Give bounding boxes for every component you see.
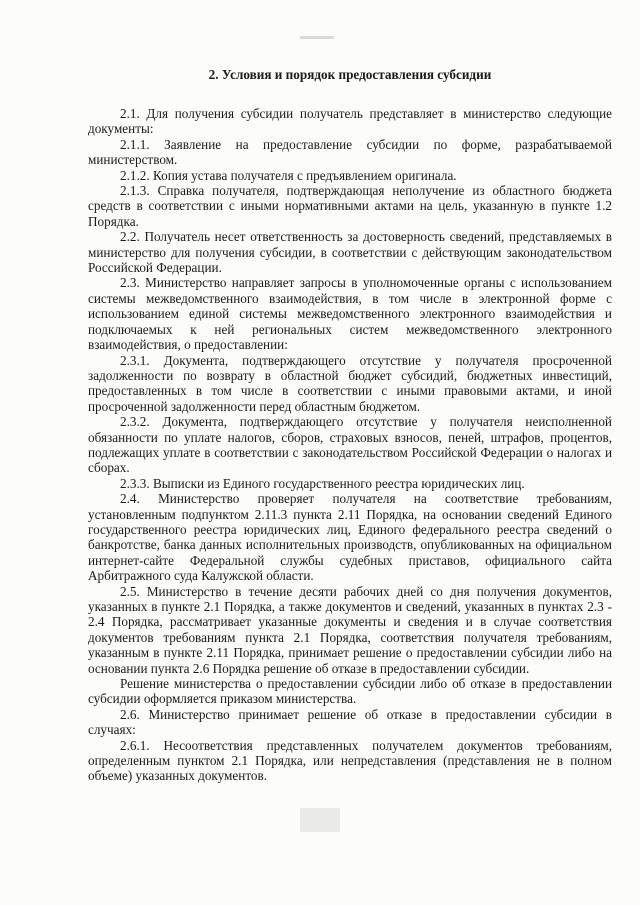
paragraph-2-4: 2.4. Министерство проверяет получателя на соответствие требованиям, установленным подпунктом 2.11.3 пункта 2.11 Порядка, на основании сведений Единого государственного реестра юридических лиц, Единого федерального реестра сведений о банкротстве, банка данных исполнительных производств, опубликованных на официальном интернет-сайте Федеральной службы судебных приставов, официального сайта Арбитражного суда Калужской области. (88, 491, 612, 584)
paragraph-2-1-2: 2.1.2. Копия устава получателя с предъявлением оригинала. (120, 167, 457, 183)
paragraph-2-3-2: 2.3.2. Документа, подтверждающего отсутствие у получателя неисполненной обязанности по уплате налогов, сборов, страховых взносов, пеней, штрафов, процентов, подлежащих уплате в соответствии с законодательством Российской Федерации о налогах и сборах. (88, 414, 612, 476)
paragraph-2-3-1: 2.3.1. Документа, подтверждающего отсутствие у получателя просроченной задолженности по возврату в областной бюджет субсидий, бюджетных инвестиций, предоставленных в том числе в соответствии с иными правовыми актами, и иной просроченной задолженности перед областным бюджетом. (88, 352, 612, 414)
paragraph-2-6-1: 2.6.1. Несоответствия представленных получателем документов требованиям, определенным пунктом 2.1 Порядка, или непредставления (представления не в полном объеме) указанных документов. (88, 737, 612, 784)
paragraph-2-6: 2.6. Министерство принимает решение об отказе в предоставлении субсидии в случаях: (88, 706, 612, 738)
section-title: 2. Условия и порядок предоставления субсидии (208, 67, 492, 82)
paragraph-2-1: 2.1. Для получения субсидии получатель представляет в министерство следующие документы: (88, 106, 612, 137)
paragraph-2-3-3: 2.3.3. Выписки из Единого государственного реестра юридических лиц. (120, 475, 525, 491)
paragraph-2-2: 2.2. Получатель несет ответственность за достоверность сведений, представляемых в министерство для получения субсидии, в соответствии с действующим законодательством Российской Федерации. (88, 229, 612, 276)
scan-noise (300, 36, 334, 39)
document-body (88, 106, 612, 784)
paragraph-decision: Решение министерства о предоставлении субсидии либо об отказе в предоставлении субсидии оформляется приказом министерства. (88, 676, 612, 707)
paragraph-2-3: 2.3. Министерство направляет запросы в уполномоченные органы с использованием системы межведомственного взаимодействия, в том числе в электронной форме с использованием единой системы межведомственного электронного взаимодействия и подключаемых к ней региональных систем межведомственного электронного взаимодействия, о предоставлении: (88, 275, 612, 353)
paragraph-2-1-1: 2.1.1. Заявление на предоставление субсидии по форме, разрабатываемой министерством. (88, 136, 612, 168)
paragraph-2-1-3: 2.1.3. Справка получателя, подтверждающая неполучение из областного бюджета средств в соответствии с иными нормативными актами на цель, указанную в пункте 1.2 Порядка. (88, 183, 612, 229)
scan-noise (300, 808, 340, 832)
paragraph-2-5: 2.5. Министерство в течение десяти рабочих дней со дня получения документов, указанных в пункте 2.1 Порядка, а также документов и сведений, указанных в пунктах 2.3 - 2.4 Порядка, рассматривает указанные документы и сведения и в случае соответствия документов требованиям пункта 2.1 Порядка, соответствия получателя требованиям, указанным в пункте 2.11 Порядка, принимает решение о предоставлении субсидии либо на основании пункта 2.6 Порядка решение об отказе в предоставлении субсидии. (88, 583, 612, 676)
